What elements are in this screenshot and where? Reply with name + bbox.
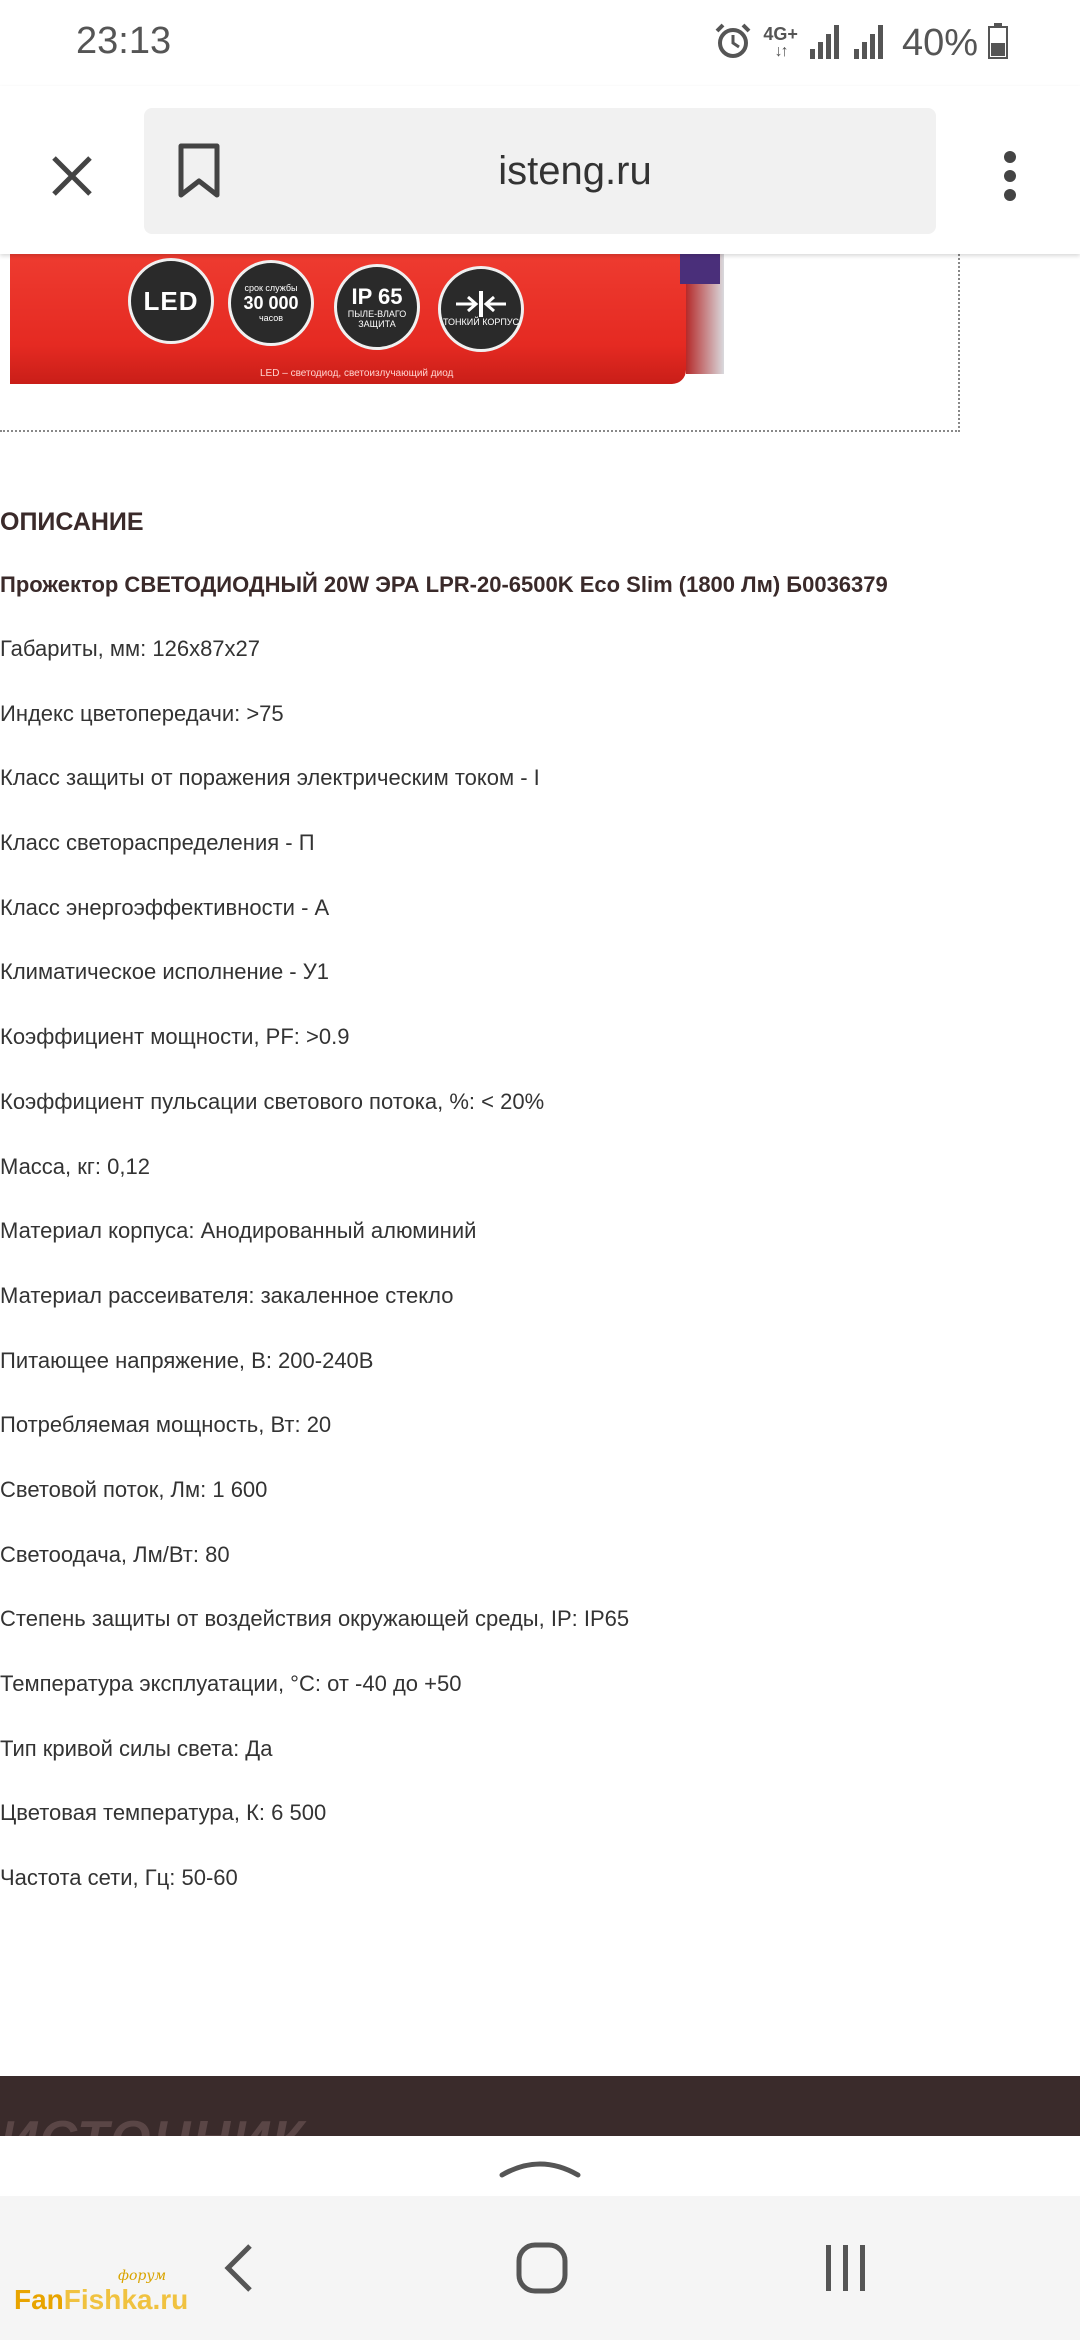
home-button[interactable] (482, 2218, 602, 2318)
spec-item: Светоодача, Лм/Вт: 80 (0, 1541, 230, 1567)
network-arrows: ↓↑ (774, 43, 787, 60)
battery-icon (988, 23, 1008, 64)
recents-button[interactable] (786, 2218, 906, 2318)
led-badge (128, 258, 214, 344)
ip-badge-value: IP 65 (351, 284, 403, 309)
browser-toolbar (0, 86, 1080, 254)
alarm-icon (713, 21, 753, 66)
status-time: 23:13 (76, 20, 172, 62)
spec-item: Масса, кг: 0,12 (0, 1153, 150, 1179)
status-icons (713, 18, 1008, 68)
site-footer (0, 2076, 1080, 2136)
watermark-fan: Fan (14, 2284, 64, 2315)
spec-item: Цветовая температура, К: 6 500 (0, 1800, 327, 1826)
led-badge-label: LED (143, 285, 199, 316)
spec-item: Температура эксплуатации, °С: от -40 до +50 (0, 1671, 462, 1696)
spec-item: Класс энергоэффективности - А (0, 894, 330, 920)
section-title: ОПИСАНИЕ (0, 508, 144, 536)
watermark-rest: Fishka.ru (63, 2284, 189, 2315)
product-name: Прожектор СВЕТОДИОДНЫЙ 20W ЭРА LPR-20-6500K Eco Slim (1800 Лм) Б0036379 (0, 572, 888, 597)
signal-icon (808, 23, 842, 64)
bottom-toolbar-handle[interactable] (0, 2136, 1080, 2196)
spec-item: Частота сети, Гц: 50-60 (0, 1865, 238, 1891)
ip-badge-label: ПЫЛЕ-ВЛАГО ЗАЩИТА (347, 309, 407, 329)
signal-icon (852, 23, 886, 64)
spec-item: Габариты, мм: 126х87х27 (0, 636, 261, 661)
spec-item: Потребляемая мощность, Вт: 20 (0, 1412, 332, 1438)
battery-percent: 40% (901, 21, 978, 64)
more-options-button[interactable] (970, 134, 1050, 218)
spec-item: Световой поток, Лм: 1 600 (0, 1476, 268, 1502)
spec-item: Коэффициент мощности, PF: >0.9 (0, 1024, 350, 1050)
system-nav-bar (0, 2196, 1080, 2340)
back-icon (220, 2242, 260, 2294)
url-text[interactable]: isteng.ru (498, 148, 652, 193)
compress-arrows-icon (454, 291, 508, 317)
spec-item: Индекс цветопередачи: >75 (0, 700, 284, 726)
spec-item: Материал рассеивателя: закаленное стекло (0, 1282, 454, 1308)
back-button[interactable] (180, 2218, 300, 2318)
spec-item: Коэффициент пульсации светового потока, %: < 20% (0, 1088, 545, 1114)
recents-icon (822, 2243, 870, 2293)
spec-item: Класс светораспределения - П (0, 830, 315, 856)
spec-item: Питающее напряжение, В: 200-240В (0, 1347, 374, 1373)
bookmark-button[interactable] (158, 130, 240, 212)
lifetime-badge-value: 30 000 (243, 293, 299, 313)
spec-item: Класс защиты от поражения электрическим током - I (0, 765, 540, 791)
box-caption: LED – светодиод, светоизлучающий диод (260, 368, 454, 379)
network-type-label: 4G+ (763, 24, 798, 44)
home-icon (515, 2241, 569, 2295)
product-box-stripe (680, 254, 720, 284)
spec-item: Степень защиты от воздействия окружающей среды, IP: IP65 (0, 1606, 630, 1632)
thin-body-badge (438, 266, 524, 352)
network-type (763, 25, 798, 61)
spec-item: Материал корпуса: Анодированный алюминий (0, 1218, 477, 1244)
spec-list (0, 636, 629, 1930)
product-image[interactable] (0, 254, 960, 432)
lifetime-badge-unit: часов (258, 313, 284, 323)
status-bar (0, 0, 1080, 86)
chevron-up-icon (498, 2153, 582, 2179)
lifetime-badge-top: срок службы (244, 283, 298, 293)
ip-badge (334, 264, 420, 350)
close-icon (48, 152, 96, 200)
thin-body-badge-label: ТОНКИЙ КОРПУС (442, 317, 520, 327)
spec-item: Тип кривой силы света: Да (0, 1735, 273, 1761)
bookmark-icon (177, 143, 221, 199)
spec-item: Климатическое исполнение - У1 (0, 959, 329, 985)
more-vert-icon (1000, 150, 1020, 202)
close-button[interactable] (30, 134, 114, 218)
lifetime-badge (228, 260, 314, 346)
address-bar[interactable] (144, 108, 936, 234)
watermark-forum: форум (118, 2268, 167, 2284)
watermark-text (14, 2284, 188, 2316)
